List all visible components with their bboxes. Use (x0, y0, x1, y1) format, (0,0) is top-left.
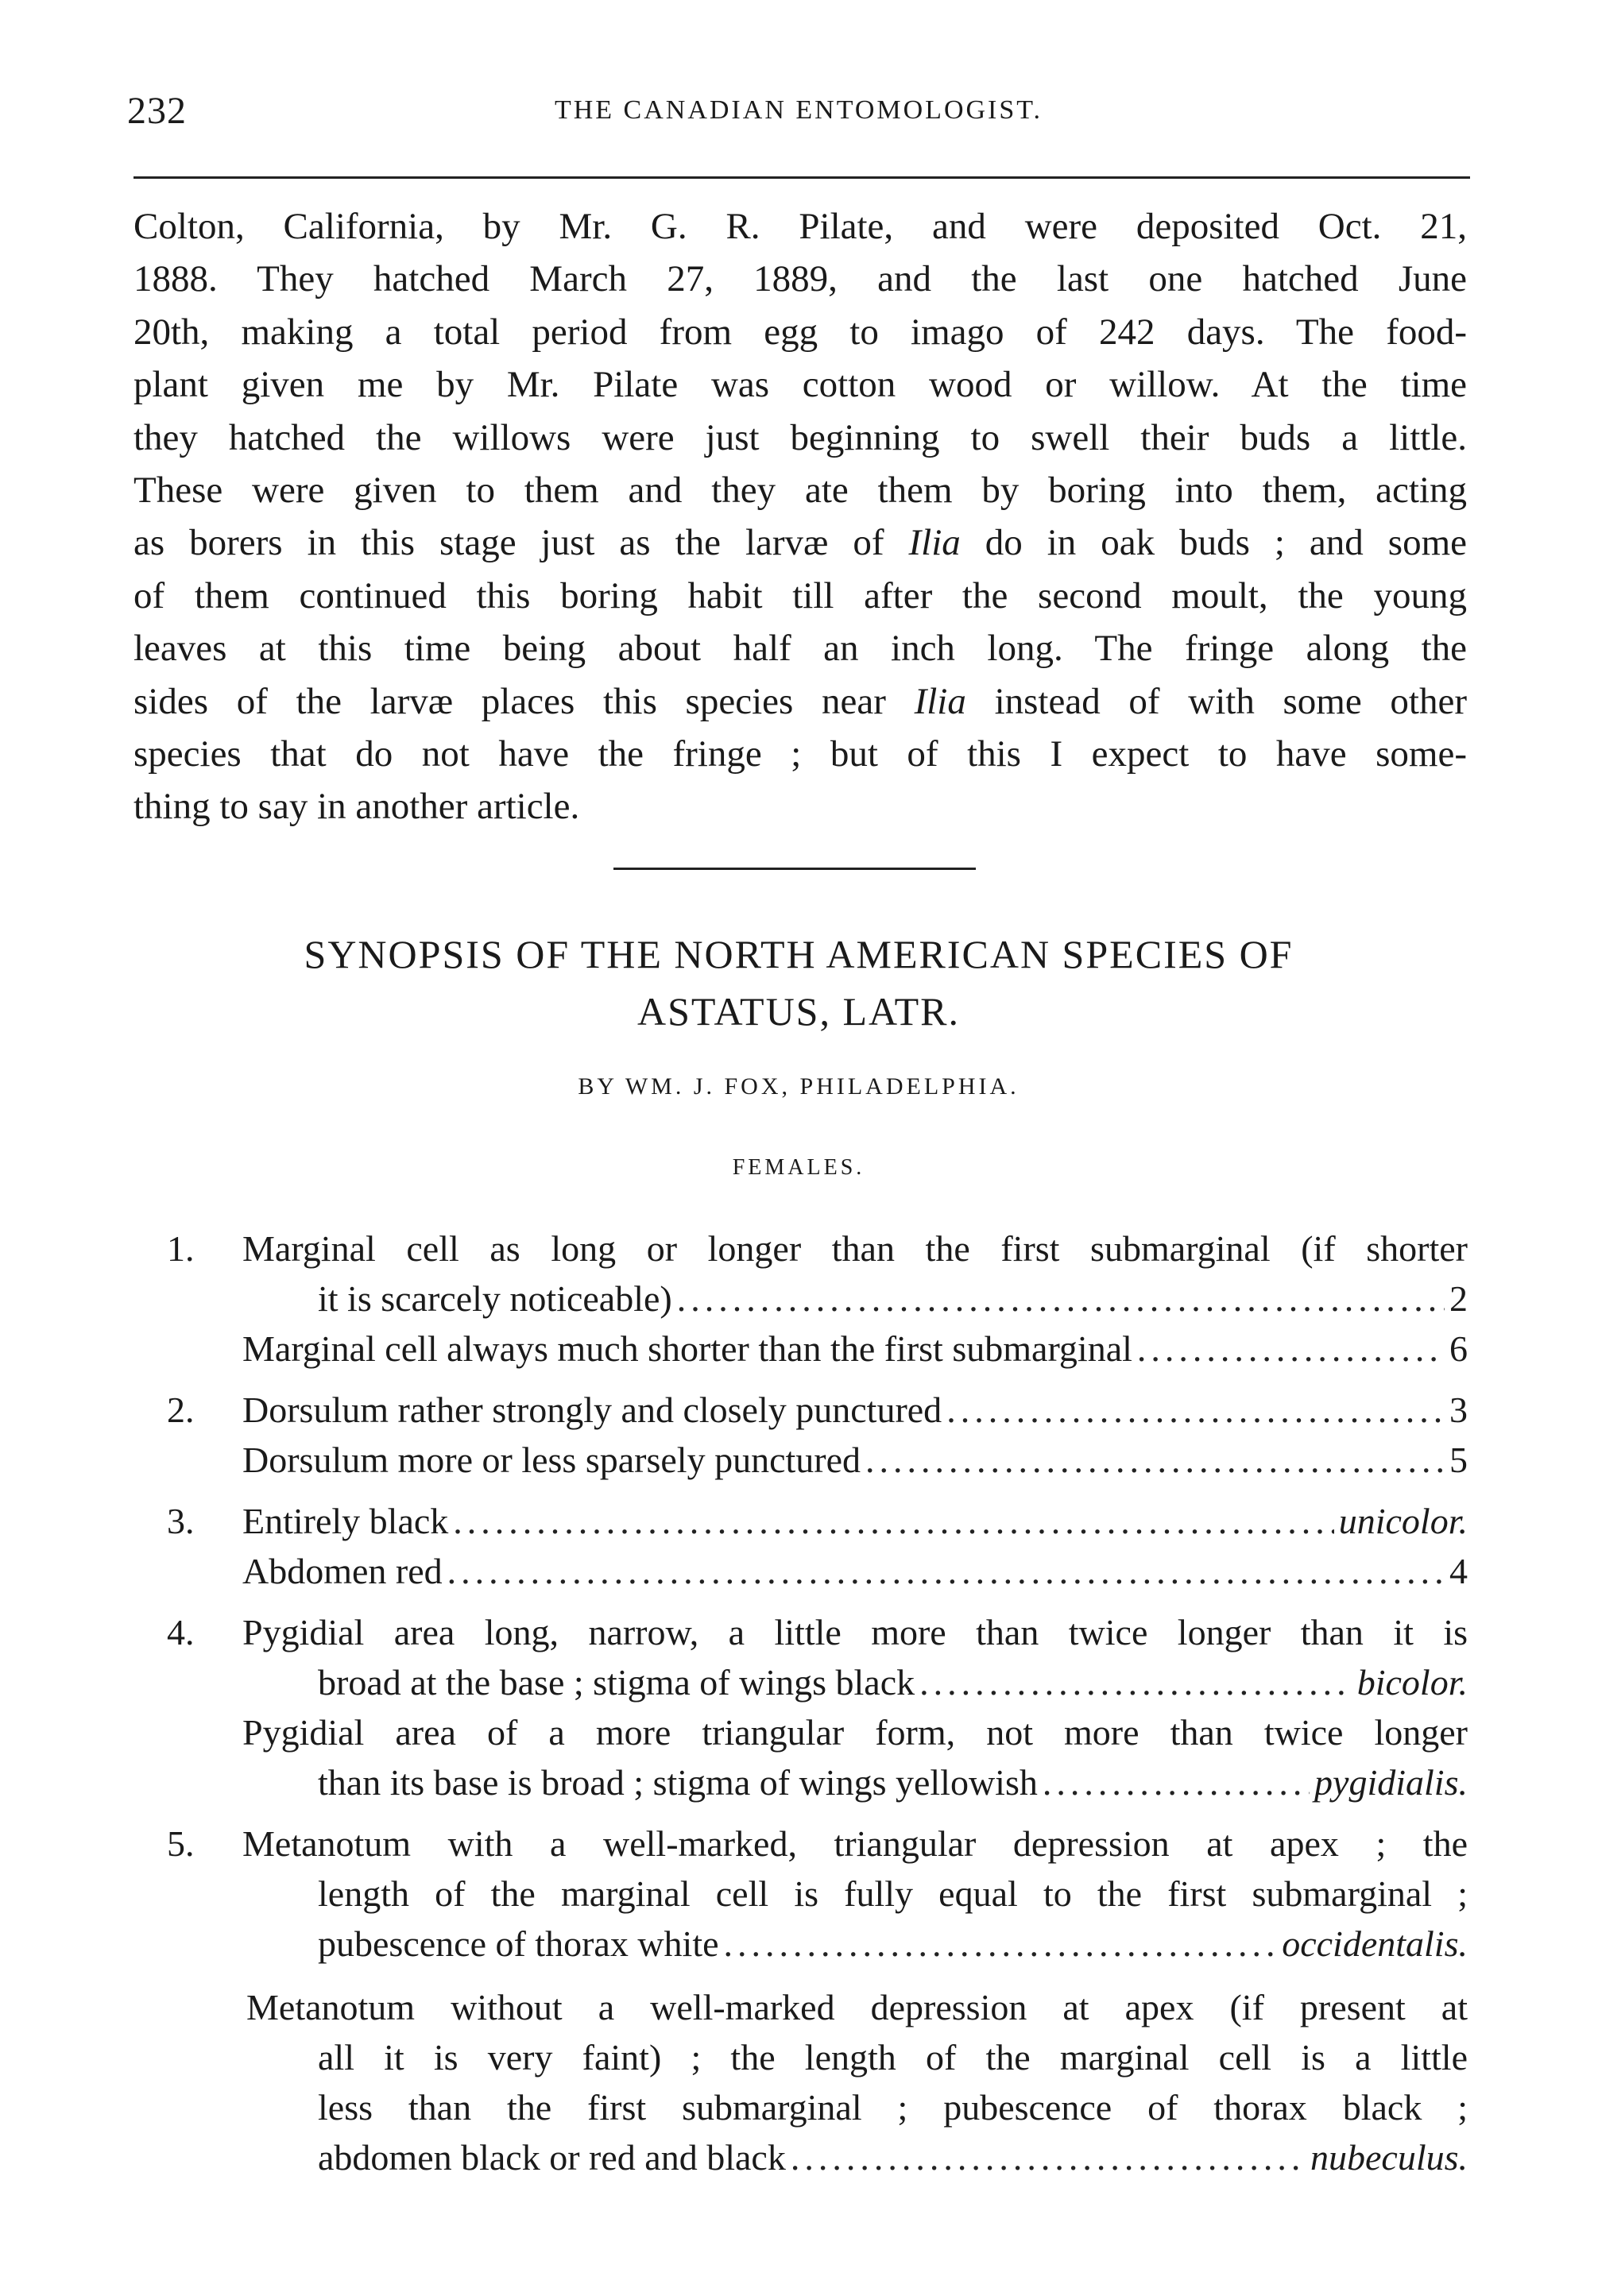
key-text: Metanotum without a well-marked depression at apex (if present at (246, 1987, 1468, 2027)
key-text: less than the first submarginal ; pubescence of thorax black ; (318, 2087, 1468, 2128)
key-text: than its base is broad ; stigma of wings yellowish (318, 1762, 1038, 1803)
key-text: all it is very faint) ; the length of the marginal cell is a little (318, 2037, 1468, 2078)
genus-ilia: Ilia (908, 522, 961, 564)
text-run: do in oak buds ; and some (960, 522, 1467, 564)
key-line (318, 2032, 1468, 2082)
key-result: 6 (1449, 1328, 1468, 1369)
key-text: length of the marginal cell is fully equal to the first submarginal ; (318, 1873, 1468, 1914)
couplet-number: 1. (167, 1228, 195, 1269)
key-line (318, 1757, 1468, 1807)
section-heading: FEMALES. (732, 1155, 865, 1180)
title-line: ASTATUS, LATR. (637, 989, 960, 1034)
key-result: nubeculus. (1310, 2137, 1468, 2178)
key-text: Abdomen red (242, 1551, 443, 1591)
key-text: broad at the base ; stigma of wings black (318, 1662, 915, 1703)
dot-leader (1137, 1324, 1445, 1374)
key-line (318, 1869, 1468, 1919)
dot-leader (724, 1919, 1278, 1969)
intro-line: species that do not have the fringe ; but of this I expect to have some- (133, 732, 1467, 775)
key-line (318, 1919, 1468, 1969)
dot-leader (919, 1657, 1352, 1707)
intro-line: leaves at this time being about half an inch long. The fringe along the (133, 628, 1467, 670)
dot-leader (447, 1546, 1445, 1596)
intro-paragraph (133, 200, 1467, 833)
couplet-number: 4. (167, 1612, 195, 1652)
key-text: Dorsulum more or less sparsely punctured (242, 1440, 861, 1480)
page-number: 232 (127, 90, 187, 132)
dot-leader (791, 2132, 1306, 2182)
key-line (242, 1546, 1468, 1596)
key-line (318, 2082, 1468, 2132)
key-result: pygidialis. (1314, 1762, 1468, 1803)
intro-line: of them continued this boring habit till after the second moult, the young (133, 574, 1467, 617)
intro-line (133, 516, 1467, 569)
key-line (242, 1324, 1468, 1374)
couplet-number: 5. (167, 1823, 195, 1864)
byline: BY WM. J. FOX, PHILADELPHIA. (578, 1073, 1020, 1100)
dot-leader (1043, 1757, 1310, 1807)
header-rule (133, 176, 1470, 179)
key-text: Marginal cell as long or longer than the first submarginal (if shorter (242, 1228, 1468, 1269)
intro-line: 1888. They hatched March 27, 1889, and the last one hatched June (133, 258, 1467, 300)
key-line (318, 2132, 1468, 2182)
key-line (242, 1707, 1468, 1757)
key-text: Pygidial area of a more triangular form, not more than twice longer (242, 1712, 1468, 1753)
intro-line: plant given me by Mr. Pilate was cotton wood or willow. At the time (133, 364, 1467, 406)
key-text: Entirely black (242, 1501, 449, 1541)
intro-line (133, 675, 1467, 728)
key-line (167, 1223, 1468, 1274)
intro-line: These were given to them and they ate them by boring into them, acting (133, 469, 1467, 511)
page-header (127, 89, 1470, 145)
key-line (242, 1435, 1468, 1485)
key-text: pubescence of thorax white (318, 1923, 719, 1964)
running-head: THE CANADIAN ENTOMOLOGIST. (554, 95, 1043, 125)
title-line: SYNOPSIS OF THE NORTH AMERICAN SPECIES OF (304, 932, 1294, 976)
key-result: unicolor. (1338, 1501, 1468, 1541)
key-line (167, 1819, 1468, 1869)
key-result: 3 (1449, 1390, 1468, 1430)
genus-ilia: Ilia (914, 680, 966, 722)
key-text: abdomen black or red and black (318, 2137, 786, 2178)
section-separator (613, 868, 976, 870)
text-run: sides of the larvæ places this species near (133, 680, 915, 722)
intro-line: 20th, making a total period from egg to imago of 242 days. The food- (133, 311, 1467, 353)
intro-line: thing to say in another article. (133, 786, 580, 828)
key-text: Marginal cell always much shorter than the first submarginal (242, 1328, 1132, 1369)
dot-leader (865, 1435, 1445, 1485)
dot-leader (946, 1385, 1445, 1435)
key-result: 4 (1449, 1551, 1468, 1591)
key-text: Dorsulum rather strongly and closely punctured (242, 1390, 942, 1430)
key-result: bicolor. (1356, 1662, 1468, 1703)
key-line (167, 1607, 1468, 1657)
dot-leader (453, 1496, 1333, 1546)
couplet-number: 3. (167, 1501, 195, 1541)
key-result: 2 (1449, 1278, 1468, 1319)
key-text: Metanotum with a well-marked, triangular depression at apex ; the (242, 1823, 1468, 1864)
intro-line: they hatched the willows were just beginning to swell their buds a little. (133, 416, 1467, 458)
key-text: it is scarcely noticeable) (318, 1278, 672, 1319)
article-title (127, 926, 1470, 1040)
intro-line: Colton, California, by Mr. G. R. Pilate, and were deposited Oct. 21, (133, 206, 1467, 247)
key-line (318, 1274, 1468, 1324)
key-result: occidentalis. (1282, 1923, 1468, 1964)
key-line (167, 1496, 1468, 1546)
key-text: Pygidial area long, narrow, a little more than twice longer than it is (242, 1612, 1468, 1652)
key-line (246, 1982, 1468, 2032)
text-run: instead of with some other (965, 680, 1468, 722)
key-line (318, 1657, 1468, 1707)
text-run: as borers in this stage just as the larvæ of (133, 522, 909, 564)
dot-leader (677, 1274, 1445, 1324)
key-result: 5 (1449, 1440, 1468, 1480)
couplet-number: 2. (167, 1390, 195, 1430)
key-line (167, 1385, 1468, 1435)
